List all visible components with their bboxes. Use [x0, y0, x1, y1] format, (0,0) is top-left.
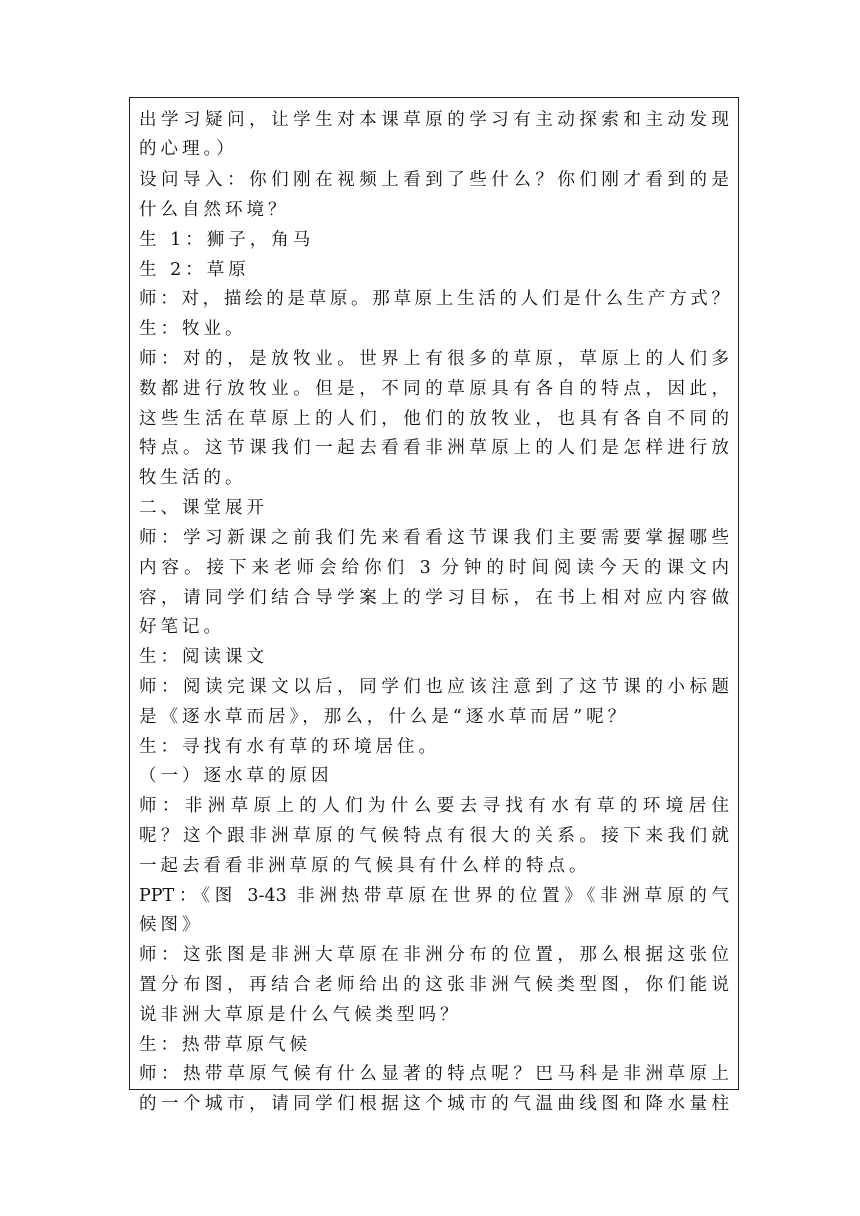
text-line: 候图》 [139, 915, 204, 935]
text-line: 师：非洲草原上的人们为什么要去寻找有水有草的环境居住 [139, 796, 729, 816]
text-line: 一起去看看非洲草原的气候具有什么样的特点。 [139, 856, 591, 876]
text-line: 生 1：狮子，角马 [139, 230, 315, 250]
text-line: 生：牧业。 [139, 319, 247, 339]
text-line: 师：对，描绘的是草原。那草原上生活的人们是什么生产方式？ [139, 289, 729, 309]
text-line: 说非洲大草原是什么气候类型吗？ [139, 1005, 462, 1025]
text-line: 好笔记。 [139, 617, 225, 637]
text-line: 容，请同学们结合导学案上的学习目标，在书上相对应内容做 [139, 588, 729, 608]
text-line: 置分布图，再结合老师给出的这张非洲气候类型图，你们能说 [139, 975, 729, 995]
text-line: 师：这张图是非洲大草原在非洲分布的位置，那么根据这张位 [139, 945, 729, 965]
text-line: 特点。这节课我们一起去看看非洲草原上的人们是怎样进行放 [139, 438, 729, 458]
text-line: 生：寻找有水有草的环境居住。 [139, 737, 440, 757]
text-line: 生：阅读课文 [139, 647, 268, 667]
text-line: 呢？这个跟非洲草原的气候特点有很大的关系。接下来我们就 [139, 826, 729, 846]
text-line: 这些生活在草原上的人们，他们的放牧业，也具有各自不同的 [139, 409, 729, 429]
subsection-heading: （一）逐水草的原因 [139, 766, 333, 786]
text-line: 师：热带草原气候有什么显著的特点呢？巴马科是非洲草原上 [139, 1064, 729, 1084]
text-line: 的心理。） [139, 139, 238, 159]
text-line: 什么自然环境？ [139, 200, 290, 220]
text-line: 师：阅读完课文以后，同学们也应该注意到了这节课的小标题 [139, 677, 729, 697]
text-line: 出学习疑问，让学生对本课草原的学习有主动探索和主动发现 [139, 110, 729, 130]
text-line: 设问导入：你们刚在视频上看到了些什么？你们刚才看到的是 [139, 170, 729, 190]
text-line: PPT：《图 3-43 非洲热带草原在世界的位置》《非洲草原的气 [139, 886, 729, 906]
text-line: 生 2：草原 [139, 260, 250, 280]
text-line: 数都进行放牧业。但是，不同的草原具有各自的特点，因此， [139, 379, 729, 399]
text-line: 师：对的，是放牧业。世界上有很多的草原，草原上的人们多 [139, 349, 729, 369]
text-line: 内容。接下来老师会给你们 3 分钟的时间阅读今天的课文内 [139, 558, 729, 578]
text-line: 牧生活的。 [139, 468, 247, 488]
text-line: 是《逐水草而居》，那么，什么是“逐水草而居”呢？ [139, 707, 630, 727]
text-line: 师：学习新课之前我们先来看看这节课我们主要需要掌握哪些 [139, 528, 729, 548]
text-line: 的一个城市，请同学们根据这个城市的气温曲线图和降水量柱 [139, 1094, 729, 1114]
text-line: 生：热带草原气候 [139, 1035, 311, 1055]
section-heading: 二、课堂展开 [139, 498, 268, 518]
